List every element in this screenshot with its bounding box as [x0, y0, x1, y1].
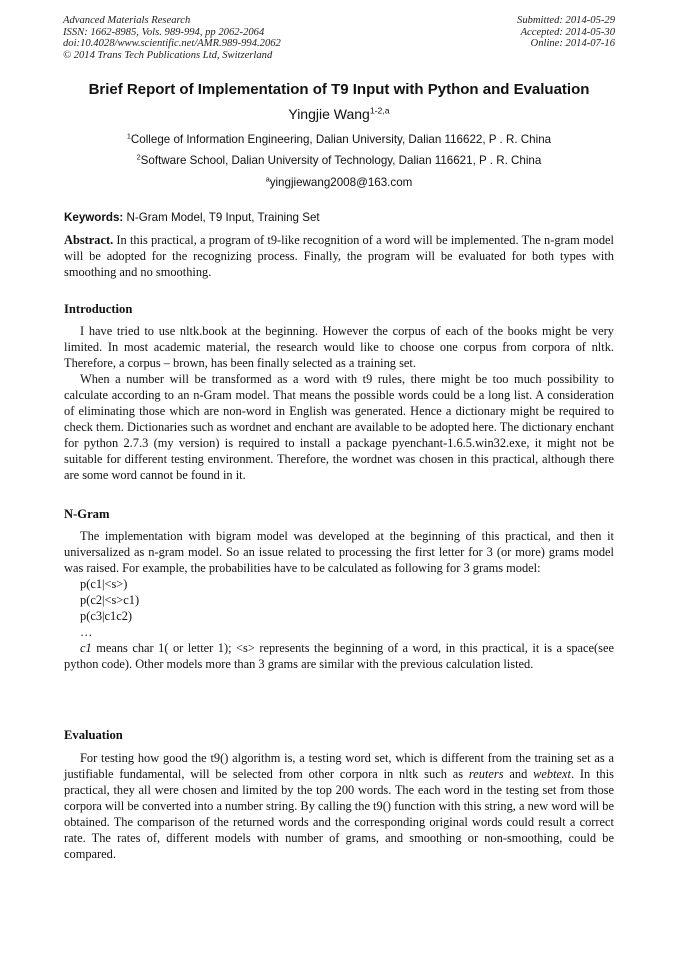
affiliation-text: College of Information Engineering, Dalian University, Dalian 116622, P . R. China	[130, 133, 552, 146]
email-text: yingjiewang2008@163.com	[269, 176, 413, 189]
keywords	[64, 211, 320, 224]
affiliation-1	[0, 133, 678, 146]
accepted-date: Accepted: 2014-05-30	[520, 26, 615, 38]
abstract-label: Abstract.	[64, 233, 114, 247]
journal-issn: ISSN: 1662-8985, Vols. 989-994, pp 2062-2064	[63, 26, 265, 38]
email-marker: a	[265, 174, 270, 184]
ngram-heading: N-Gram	[64, 507, 110, 521]
keywords-text: N-Gram Model, T9 Input, Training Set	[126, 211, 320, 224]
journal-name: Advanced Materials Research	[63, 15, 191, 26]
corpus-reuters: reuters	[468, 767, 504, 781]
keywords-label: Keywords:	[64, 211, 124, 224]
evaluation-heading: Evaluation	[64, 728, 123, 742]
evaluation-text-b: and	[503, 767, 534, 781]
author-name: Yingjie Wang	[288, 106, 370, 122]
evaluation-section	[64, 750, 614, 862]
corpus-webtext: webtext	[533, 767, 571, 781]
ngram-paragraph-1: The implementation with bigram model was developed at the beginning of this practical, and then it universalized as n-gram model. So an issue related to processing the first letter for 3 (or more) grams model was raised. For example, the probabilities have to be calculated as following for 3 grams model:	[64, 529, 614, 575]
author-affiliation-marker: 1-2,a	[369, 105, 390, 116]
author-email	[0, 176, 678, 189]
char-variable: c1	[80, 641, 92, 655]
introduction-heading: Introduction	[64, 302, 133, 316]
journal-copyright: © 2014 Trans Tech Publications Ltd, Switzerland	[63, 49, 273, 61]
journal-header-right	[517, 15, 615, 50]
formula-line: p(c1|<s>)	[80, 577, 128, 591]
abstract	[64, 232, 614, 280]
formula-line: p(c3|c1c2)	[80, 609, 133, 623]
ngram-paragraph-2-text: means char 1( or letter 1); <s> represents the beginning of a word, in this practical, it is a space(see python code). Other models more than 3 grams are similar with the previous calculation listed.	[64, 641, 614, 671]
evaluation-text-c: . In this practical, they all were chosen and limited by the top 200 words. The each word in the testing set from those corpora will be converted into a number string. By calling the t9() function with this string, a new word will be obtained. The comparison of the returned words and the corresponding original words could result a correct rate. The rates of, different models with number of grams, and smoothing or non-smoothing, could be compared.	[64, 767, 614, 861]
formula-line: p(c2|<s>c1)	[80, 593, 140, 607]
journal-doi: doi:10.4028/www.scientific.net/AMR.989-994.2062	[63, 38, 281, 49]
paper-title: Brief Report of Implementation of T9 Input with Python and Evaluation	[88, 81, 590, 98]
affiliation-text: Software School, Dalian University of Technology, Dalian 116621, P . R. China	[140, 154, 542, 167]
evaluation-paragraph	[64, 750, 614, 862]
evaluation-text-a: For testing how good the t9() algorithm is, a testing word set, which is different from the training set as a justifiable fundamental, will be selected from other corpora in nltk such as	[64, 751, 614, 781]
online-date: Online: 2014-07-16	[530, 38, 615, 49]
abstract-text: In this practical, a program of t9-like recognition of a word will be implemented. The n-gram model will be adopted for the recognizing process. Finally, the program will be evaluated for both types with smoothing and no smoothing.	[64, 233, 614, 279]
submitted-date: Submitted: 2014-05-29	[517, 15, 615, 26]
introduction-paragraph-1: I have tried to use nltk.book at the beginning. However the corpus of each of the books might be very limited. In most academic material, the research would like to choose one corpus from corpora of nltk. Therefore, a corpus – brown, has been finally selected as a training set.	[64, 324, 614, 370]
author-line	[0, 106, 678, 122]
affiliation-marker: 2	[136, 152, 141, 162]
ngram-section	[64, 528, 614, 672]
ngram-paragraph-2	[64, 640, 614, 672]
introduction-paragraph-2: When a number will be transformed as a word with t9 rules, there might be too much possibility to calculate according to an n-Gram model. That means the possible words could be a long list. A consideration of eliminating those which are non-word in English was generated. Hence a dictionary might be required to check them. Dictionaries such as wordnet and enchant are available to be adopted here. The dictionary enchant for python 2.7.3 (my version) is required to install a package pyenchant-1.6.5.win32.exe, it might not be suitable for different testing environment. Therefore, the wordnet was chosen in this practical, although there are some word cannot be found in it.	[64, 372, 614, 482]
affiliation-marker: 1	[126, 131, 131, 141]
formula-ellipsis: …	[80, 625, 93, 639]
journal-header-left	[63, 15, 281, 61]
affiliation-2	[0, 154, 678, 167]
introduction-section	[64, 323, 614, 483]
